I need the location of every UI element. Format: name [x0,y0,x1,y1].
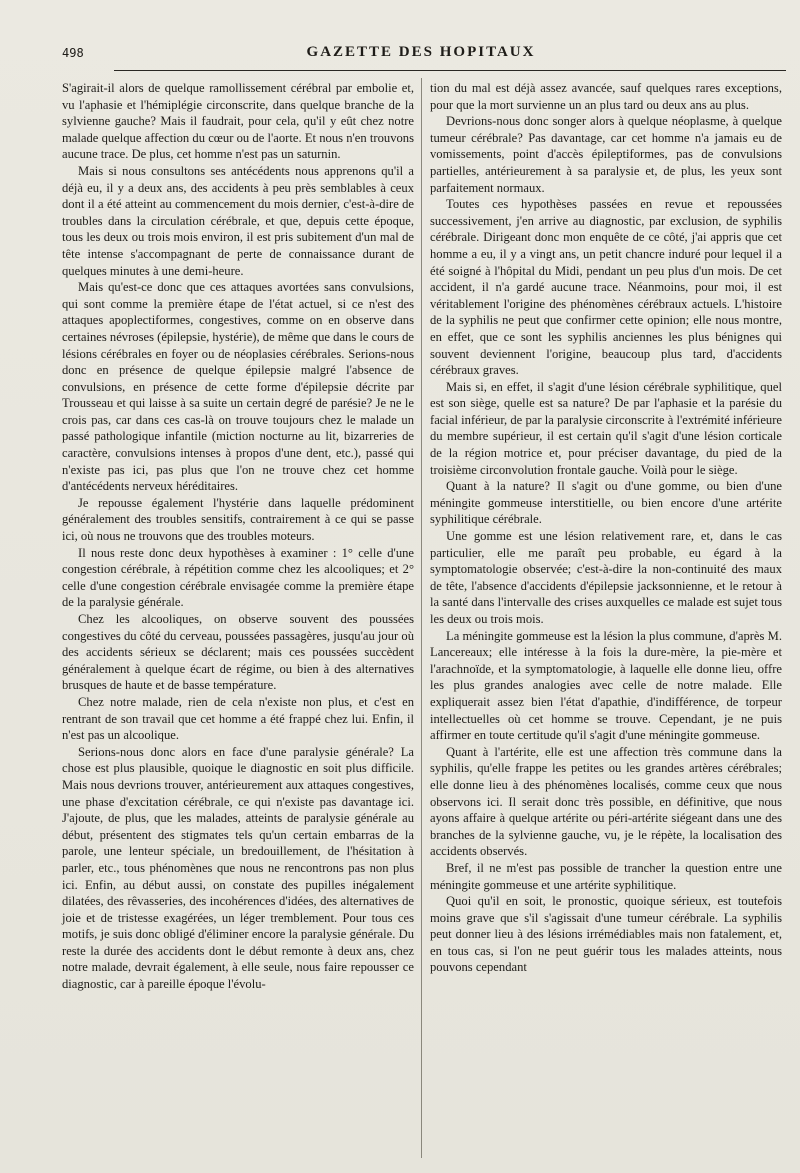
column-divider [421,78,422,1158]
paragraph: Mais si, en effet, il s'agit d'une lésion cérébrale syphilitique, quel est son siège, quelle est sa nature? De par l'aphasie et la parésie du facial inférieur, de par la paralysie circonscrite à l'extrémité inférieure du membre supérieur, il est certain qu'il s'agit d'une lésion corticale de la région motrice et, pour préciser davantage, du pied de la troisième circonvolution frontale gauche. Voilà pour le siège. [430,379,782,477]
paragraph: Quant à la nature? Il s'agit ou d'une gomme, ou bien d'une méningite gommeuse interstitielle, ou bien encore d'une artérite syphilitique cérébrale. [430,479,782,527]
paragraph: Serions-nous donc alors en face d'une paralysie générale? La chose est plus plausible, quoique le diagnostic en soit plus difficile. Mais nous devrions trouver, antérieurement aux attaques congestives, une phase d'excitation cérébrale, ce qui n'existe pas davantage ici. J'ajoute, de plus, que les malades, atteints de paralysie générale au début, présentent des stigmates tels qu'un certain embarras de la parole, une lenteur spéciale, un bredouillement, de l'hésitation à parler, etc., tous phénomènes que nous ne rencontrons pas non plus ici. Enfin, au début aussi, on constate des pupilles inégalement dilatées, des rêvasseries, des incohérences d'idées, des alternatives de joie et de tristesse exagérées, un léger tremblement. Pour tous ces motifs, je suis donc obligé d'éliminer encore la paralysie générale. Du reste la durée des accidents dont le début remonte à deux ans, chez notre malade, devrait également, à elle seule, nous faire repousser ce diagnostic, car à pareille époque l'évolu- [62,744,414,992]
left-column [62,80,414,993]
paragraph: tion du mal est déjà assez avancée, sauf quelques rares exceptions, pour que la mort survienne un an plus tard ou deux ans au plus. [430,81,782,112]
paragraph: Quoi qu'il en soit, le pronostic, quoique sérieux, est toutefois moins grave que s'il s'agissait d'une tumeur cérébrale. La syphilis peut donner lieu à des lésions irrémédiables mais non fatalement, et, en tous cas, si l'on ne peut guérir tous les malades atteints, nous pouvons cependant [430,894,782,975]
page-number: 498 [62,46,84,60]
paragraph: Mais qu'est-ce donc que ces attaques avortées sans convulsions, qui sont comme la première étape de l'état actuel, si ce n'est des attaques apoplectiformes, congestives, comme on en observe dans certaines névroses (épilepsie, hystérie), de même que dans le cours de lésions cérébrales en foyer ou de néoplasies cérébrales. Serions-nous donc en présence de quelque épilepsie malgré l'absence de convulsions, en présence de cette forme d'épilepsie décrite par Trousseau et qui laisse à sa suite un certain degré de parésie? Je ne le crois pas, car dans ces cas-là on trouve toujours chez le malade un passé pathologique infantile (miction nocturne au lit, bizarreries de caractère, convulsions intenses à propos d'une dent, etc.), passé qui n'existe pas ici, pas plus que l'on ne trouve chez cet homme d'antécédents nerveux héréditaires. [62,280,414,494]
paragraph: Bref, il ne m'est pas possible de trancher la question entre une méningite gommeuse et une artérite syphilitique. [430,860,782,892]
paragraph: Mais si nous consultons ses antécédents nous apprenons qu'il a déjà eu, il y a deux ans, des accidents à peu près semblables à ceux dont il a été atteint au commencement du mois dernier, c'est-à-dire de troubles dans la circulation cérébrale, et que, depuis cette époque, tous les deux ou trois mois environ, il est pris subitement d'un mal de tête intense s'accompagnant de perte de connaissance durant de quelques minutes à une demi-heure. [62,163,414,278]
header-rule [114,70,786,71]
paragraph: Chez notre malade, rien de cela n'existe non plus, et c'est en rentrant de son travail que cet homme a été frappé chez lui. Enfin, il n'est pas un alcoolique. [62,694,414,743]
page-header [56,40,786,66]
paragraph: Quant à l'artérite, elle est une affection très commune dans la syphilis, qu'elle frappe les petites ou les grandes artères cérébrales; elle donne lieu à des phénomènes localisés, comme ceux que nous observons ici. Il serait donc très possible, en définitive, que nous ayons affaire à quelque artérite ou péri-artérite siégeant dans une des branches de la sylvienne gauche, vu, je le répète, la localisation des accidents observés. [430,744,782,859]
paragraph: La méningite gommeuse est la lésion la plus commune, d'après M. Lancereaux; elle intéresse à la fois la dure-mère, la pie-mère et l'arachnoïde, et la symptomatologie, à laquelle elle donne lieu, offre les plus grandes analogies avec celle de notre malade. Elle expliquerait assez bien l'état d'apathie, d'indifférence, de torpeur intellectuelles où cet homme se trouve. Cependant, je ne puis affirmer en toute certitude qu'il s'agit d'une méningite gommeuse. [430,628,782,743]
paragraph: Devrions-nous donc songer alors à quelque néoplasme, à quelque tumeur cérébrale? Pas davantage, car cet homme n'a jamais eu de vomissements, point d'accès épileptiformes, pas de convulsions partielles, antérieurement à sa paralysie et, de plus, les yeux sont parfaitement normaux. [430,114,782,195]
paragraph: Je repousse également l'hystérie dans laquelle prédominent généralement des troubles sensitifs, contrairement à ce qui se passe ici, où nous ne trouvons que des troubles moteurs. [62,495,414,544]
paragraph: S'agirait-il alors de quelque ramollissement cérébral par embolie et, vu l'aphasie et l'hémiplégie circonscrite, dans quelque branche de la sylvienne gauche? Mais il faudrait, pour cela, qu'il y eût chez notre malade quelque affection du cœur ou de l'aorte. Et nous n'en trouvons aucune trace. De plus, cet homme n'est pas un saturnin. [62,81,414,162]
paragraph: Chez les alcooliques, on observe souvent des poussées congestives du côté du cerveau, poussées passagères, jusqu'au jour où des accidents sérieux se déclarent; mais ces poussées succèdent généralement à quelque écart de régime, ou bien à des alternatives brusques de haute et de basse température. [62,612,414,693]
journal-title: GAZETTE DES HOPITAUX [306,44,536,60]
paragraph: Une gomme est une lésion relativement rare, et, dans le cas particulier, elle me paraît peu probable, eu égard à la symptomatologie observée; c'est-à-dire la non-continuité des maux de tête, l'absence d'accidents d'épilepsie jacksonnienne, et le retour à la santé dans l'intervalle des crises auxquelles ce malade est sujet tous les deux ou trois mois. [430,529,782,626]
right-column [430,80,782,976]
paragraph: Il nous reste donc deux hypothèses à examiner : 1° celle d'une congestion cérébrale, à répétition comme chez les alcooliques; et 2° celle d'une congestion cérébrale envisagée comme la première étape de la paralysie générale. [62,545,414,610]
paragraph: Toutes ces hypothèses passées en revue et repoussées successivement, j'en arrive au diagnostic, par exclusion, de syphilis cérébrale. Dirigeant donc mon enquête de ce côté, j'ai appris que cet homme a eu, il y a vingt ans, un petit chancre induré pour lequel il a été soigné à l'hôpital du Midi, pendant un peu plus d'un mois. De cet accident, il n'a gardé aucune trace. Néanmoins, pour moi, il est véritablement l'origine des phénomènes cérébraux actuels. L'histoire de la syphilis ne peut que confirmer cette opinion; elle nous montre, en effet, que ce sont les syphilis anciennes les plus bénignes qui souvent deviennent l'origine, beaucoup plus tard, d'accidents cérébraux graves. [430,197,782,378]
